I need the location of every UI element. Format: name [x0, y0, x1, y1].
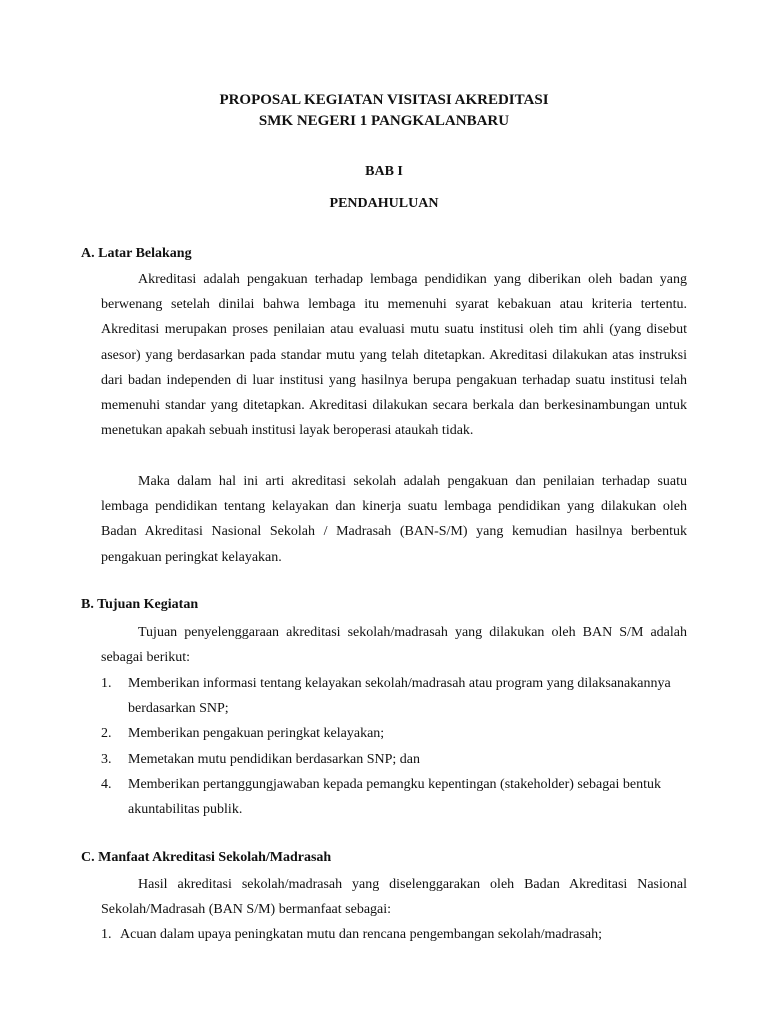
list-item-text: Memberikan pertanggungjawaban kepada pemangku kepentingan (stakeholder) sebagai bentuk akuntabilitas publik. [128, 776, 661, 818]
document-title-line-2: SMK NEGERI 1 PANGKALANBARU [258, 113, 510, 129]
list-item-number: 1. [101, 927, 112, 942]
section-b-intro: Tujuan penyelenggaraan akreditasi sekolah/madrasah yang dilakukan oleh BAN S/M adalah sebagai berikut: [101, 625, 687, 666]
list-item [101, 721, 687, 746]
section-c-heading: C. Manfaat Akreditasi Sekolah/Madrasah [81, 850, 332, 865]
list-item [101, 747, 687, 772]
list-item-text: Acuan dalam upaya peningkatan mutu dan rencana pengembangan sekolah/madrasah; [120, 927, 603, 942]
list-item [101, 671, 687, 721]
document-title-line-1: PROPOSAL KEGIATAN VISITASI AKREDITASI [219, 92, 549, 108]
list-item-text: Memetakan mutu pendidikan berdasarkan SNP; dan [128, 751, 420, 767]
section-a-paragraph-2: Maka dalam hal ini arti akreditasi sekolah adalah pengakuan dan penilaian terhadap suatu lembaga pendidikan tentang kelayakan dan kinerja suatu lembaga pendidikan yang dilakukan oleh Badan Akreditasi Nasional Sekolah / Madrasah (BAN-S/M) yang kemudian hasilnya berbentuk pengakuan peringkat kelayakan. [101, 474, 687, 565]
section-a-paragraph-1: Akreditasi adalah pengakuan terhadap lembaga pendidikan yang diberikan oleh badan yang berwenang setelah dinilai bahwa lembaga itu memenuhi syarat kebakuan atau kriteria tertentu. Akreditasi merupakan proses penilaian atau evaluasi mutu suatu institusi oleh tim ahli (yang disebut asesor) yang berdasarkan pada standar mutu yang telah ditetapkan. Akreditasi dilakukan atas instruksi dari badan independen di luar institusi yang hasilnya berupa pengakuan terhadap suatu institusi telah memenuhi standar yang ditetapkan. Akreditasi dilakukan secara berkala dan berkesinambungan untuk menetukan apakah sebuah institusi layak beroperasi ataukah tidak. [101, 272, 687, 439]
chapter-title: PENDAHULUAN [329, 196, 439, 211]
list-item-text: Memberikan informasi tentang kelayakan sekolah/madrasah atau program yang dilaksanakannya berdasarkan SNP; [128, 676, 671, 717]
list-item-number: 4. [101, 776, 112, 792]
list-item [101, 922, 687, 947]
section-b-list [101, 671, 687, 822]
section-c-list [101, 922, 687, 947]
list-item [101, 772, 687, 822]
section-c-intro: Hasil akreditasi sekolah/madrasah yang diselenggarakan oleh Badan Akreditasi Nasional Sekolah/Madrasah (BAN S/M) bermanfaat sebagai: [101, 877, 687, 918]
section-a-heading: A. Latar Belakang [81, 246, 192, 261]
chapter-number: BAB I [365, 164, 403, 179]
list-item-number: 2. [101, 726, 112, 742]
list-item-text: Memberikan pengakuan peringkat kelayakan; [128, 726, 385, 742]
list-item-number: 3. [101, 751, 112, 767]
list-item-number: 1. [101, 676, 112, 691]
section-b-heading: B. Tujuan Kegiatan [81, 597, 199, 612]
